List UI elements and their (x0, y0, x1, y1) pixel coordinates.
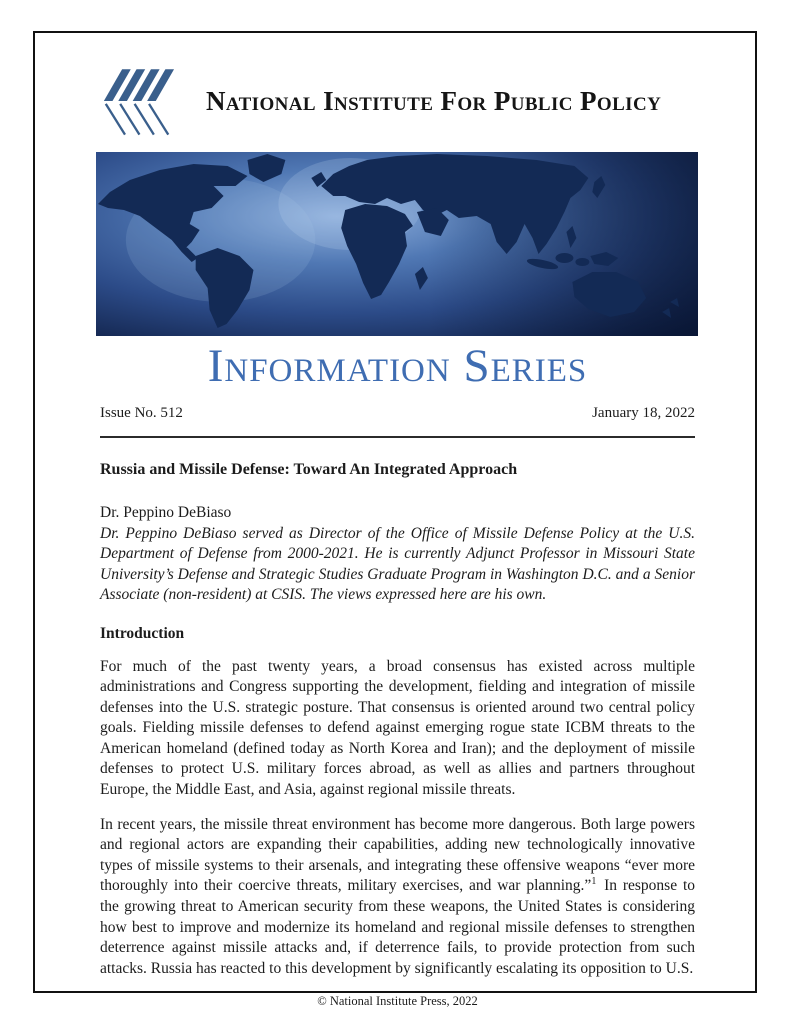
issue-line (100, 405, 695, 422)
nipp-diagonal-stripes-logo-icon (100, 66, 200, 136)
footer-copyright: © National Institute Press, 2022 (317, 994, 478, 1009)
paragraph-2-text-b: In response to the growing threat to American security from these weapons, the United States is considering how best to improve and modernize its homeland and regional missile defenses to strengthen deterrence against missile attacks and, if deterrence fails, to provide protection from such attacks. Russia has reacted to this development by significantly escalating its opposition to U.S. (100, 877, 695, 977)
header-rule (100, 436, 695, 438)
series-title: Information Series (207, 340, 588, 392)
paragraph-2-text-a: In recent years, the missile threat environment has become more dangerous. Both large powers and regional actors are expanding their capabilities, adding new technologically innovative types of missile systems to their arsenals, and integrating these offensive weapons “ever more thoroughly into their coercive threats, military exercises, and war planning.” (100, 815, 695, 895)
masthead (100, 66, 695, 136)
section-heading-introduction: Introduction (100, 624, 185, 642)
world-map-image (96, 152, 698, 336)
org-name: National Institute For Public Policy (206, 85, 662, 116)
author-bio: Dr. Peppino DeBiaso served as Director of the Office of Missile Defense Policy at the U.S. Department of Defense from 2000-2021. He is currently Adjunct Professor in Missouri State University’s Defense and Strategic Studies Graduate Program in Washington D.C. and a Senior Associate (non-resident) at CSIS. The views expressed here are his own. (100, 524, 695, 603)
footnote-ref-1: 1 (591, 876, 597, 888)
document-page (33, 31, 757, 1009)
paragraph-2 (100, 815, 695, 980)
author-name: Dr. Peppino DeBiaso (100, 504, 232, 521)
issue-number: Issue No. 512 (100, 405, 183, 421)
paragraph-1: For much of the past twenty years, a broad consensus has existed across multiple administrations and Congress supporting the development, fielding and integration of missile defenses into the U.S. strategic posture. That consensus is oriented around two central policy goals. Fielding missile defenses to defend against emerging rogue state ICBM threats to the American homeland (defined today as North Korea and Iran); and the deployment of missile defenses to protect U.S. military forces abroad, as well as allies and partners throughout Europe, the Middle East, and Asia, against regional missile threats. (100, 657, 695, 799)
article-title: Russia and Missile Defense: Toward An Integrated Approach (100, 461, 518, 478)
issue-date: January 18, 2022 (592, 405, 695, 421)
